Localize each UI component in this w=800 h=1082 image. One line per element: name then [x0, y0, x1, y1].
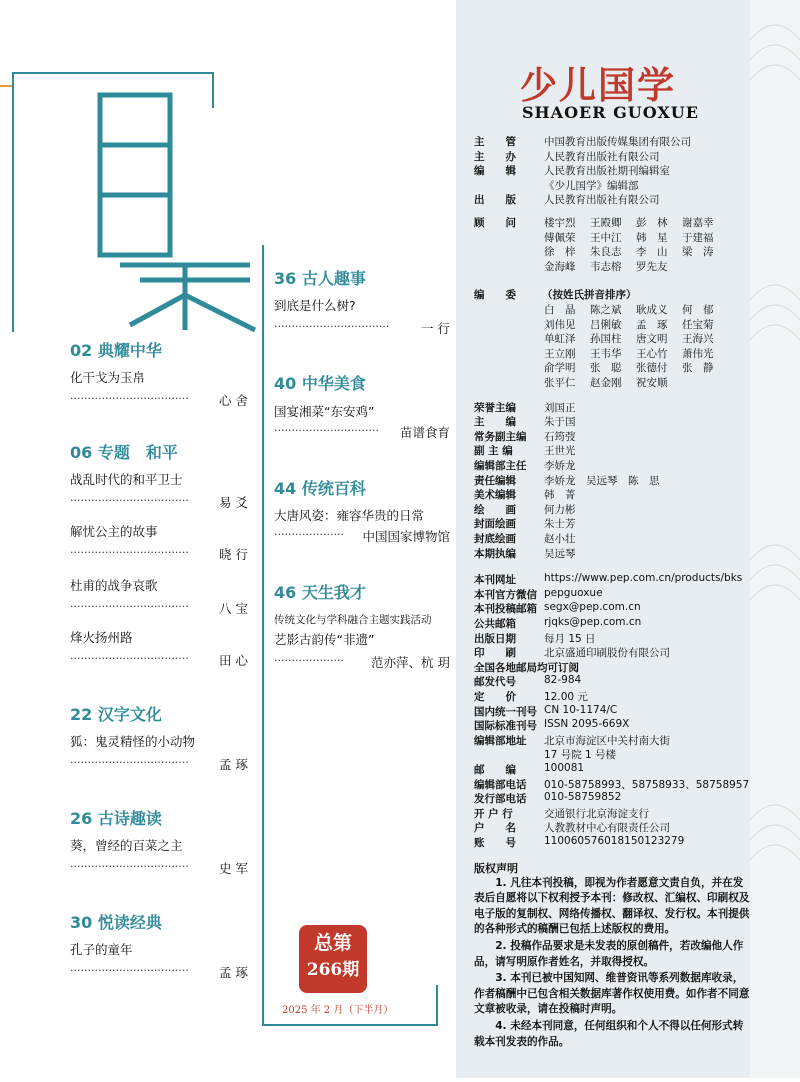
committee-name: 萧伟光 [682, 347, 714, 360]
staff-label: 副 主 编 [474, 445, 513, 458]
advisor-name: 韦志榕 [590, 260, 622, 273]
staff-value: 朱士芳 [544, 518, 576, 531]
committee-name: 单虹泽 [544, 333, 576, 346]
committee-name: 王心竹 [636, 347, 668, 360]
info-label: 本刊官方微信 [474, 588, 537, 601]
leader-dots: ···················· [274, 528, 344, 541]
staff-value: 何力彬 [544, 503, 576, 516]
article-title[interactable]: 战乱时代的和平卫士 [70, 472, 183, 487]
info-label: 定 价 [474, 691, 516, 703]
advisor-name: 傅佩荣 [544, 231, 576, 244]
committee-name: 孙国柱 [590, 333, 622, 346]
frame-line-center [262, 245, 264, 1025]
article-author: 苗谱食育 [399, 425, 450, 440]
advisor-name: 李 山 [636, 246, 668, 259]
section-30[interactable]: 30 悦读经典 [70, 913, 162, 932]
article-title[interactable]: 孔子的童年 [70, 942, 133, 957]
section-46[interactable]: 46 天生我才 [274, 583, 366, 602]
info-label: 发行部电话 [474, 793, 527, 806]
advisor-name: 金海峰 [544, 260, 576, 273]
article-author: 心 舍 [219, 393, 248, 408]
committee-name: 张平仁 [544, 377, 576, 389]
staff-value: 王世光 [544, 445, 576, 458]
leader-dots: ·································· [70, 860, 189, 873]
info-label: 国际标准刊号 [474, 720, 537, 733]
committee-name: 张 聪 [590, 362, 622, 375]
section-06[interactable]: 06 专题 和平 [70, 443, 178, 462]
committee-name: 吕俐敏 [590, 318, 622, 331]
committee-name: 白 晶 [544, 304, 576, 316]
committee-name: 张 静 [682, 362, 714, 375]
issue-badge [299, 925, 367, 993]
leader-dots: ·································· [70, 756, 189, 769]
advisor-name: 韩 星 [636, 231, 668, 244]
info-value: 010-58758993、58758933、58758957 [544, 778, 750, 791]
info-label: 全国各地邮局均可订阅 [474, 661, 579, 674]
info-value: 北京市海淀区中关村南大街 [544, 734, 670, 747]
committee-name: 张德付 [636, 362, 668, 375]
committee-name: 刘伟见 [544, 318, 576, 331]
staff-value: 赵小壮 [544, 533, 576, 545]
section-36[interactable]: 36 古人趣事 [274, 269, 366, 288]
article-title[interactable]: 解忧公主的故事 [70, 524, 158, 539]
article-author: 八 宝 [219, 601, 248, 616]
advisor-name: 彭 林 [636, 217, 668, 229]
credit-label: 主 管 [474, 136, 516, 148]
committee-name: 任宝菊 [682, 318, 714, 331]
article-author: 孟 琢 [219, 965, 248, 980]
info-label: 邮 编 [474, 764, 516, 776]
article-title[interactable]: 杜甫的战争哀歌 [70, 578, 158, 593]
staff-label: 荣誉主编 [474, 401, 516, 414]
staff-value: 刘国正 [544, 401, 576, 414]
copyright-paragraph: 4. 未经本刊同意，任何组织和个人不得以任何形式转载本刊发表的作品。 [474, 1019, 744, 1048]
leader-dots: ·································· [70, 546, 189, 559]
info-label: 账 号 [474, 837, 516, 849]
info-label: 编辑部地址 [474, 734, 527, 747]
staff-value: 韩 菁 [544, 489, 576, 502]
committee-name: 王海兴 [682, 333, 714, 346]
section-40[interactable]: 40 中华美食 [274, 374, 366, 393]
info-value: ISSN 2095-669X [544, 718, 630, 731]
section-44[interactable]: 44 传统百科 [274, 479, 366, 498]
info-value: 17 号院 1 号楼 [544, 749, 617, 762]
committee-name: 俞学明 [544, 362, 576, 375]
info-label: 户 名 [474, 822, 516, 835]
article-title[interactable]: 葵，曾经的百菜之主 [70, 838, 183, 853]
info-label: 开 户 行 [474, 807, 513, 820]
article-author: 田 心 [219, 653, 248, 668]
article-author: 史 军 [219, 861, 248, 876]
toc-heading-graphic [60, 85, 270, 335]
article-title[interactable]: 化干戈为玉帛 [70, 370, 146, 385]
article-title[interactable]: 国宴湘菜“东安鸡” [274, 404, 375, 419]
committee-name: 王韦华 [590, 347, 622, 360]
staff-label: 常务副主编 [474, 430, 527, 443]
committee-name: 唐文明 [636, 333, 668, 346]
staff-label: 本期执编 [474, 547, 516, 560]
credit-value: 《少儿国学》编辑部 [544, 179, 639, 192]
committee-name: 赵金刚 [590, 377, 622, 389]
info-value: https://www.pep.com.cn/products/bks [544, 572, 743, 585]
leader-dots: ······························ [274, 424, 379, 437]
advisor-name: 王中江 [590, 231, 622, 244]
wave-pattern-icon [750, 0, 800, 1078]
section-26[interactable]: 26 古诗趣读 [70, 809, 162, 828]
info-value: rjqks@pep.com.cn [544, 616, 642, 628]
staff-label: 封底绘画 [474, 533, 516, 545]
staff-label: 美术编辑 [474, 489, 516, 502]
committee-note: （按姓氏拼音排序） [542, 289, 637, 302]
credit-label: 出 版 [474, 194, 516, 207]
article-title[interactable]: 大唐风姿：雍容华贵的日常 [274, 508, 425, 523]
info-value: 82-984 [544, 674, 582, 687]
committee-name: 耿成义 [636, 304, 668, 316]
article-author: 中国国家博物馆 [362, 529, 450, 544]
credit-value: 人民教育出版社有限公司 [544, 194, 660, 207]
advisor-name: 徐 梓 [544, 246, 576, 259]
staff-value: 吴远琴 [544, 547, 576, 560]
section-subtitle: 传统文化与学科融合主题实践活动 [274, 614, 432, 626]
advisors-label: 顾 问 [474, 217, 516, 229]
magazine-logo-english: SHAOER GUOXUE [522, 103, 699, 122]
staff-label: 主 编 [474, 416, 516, 429]
staff-value: 李娇龙 [544, 460, 576, 472]
leader-dots: ···················· [274, 654, 344, 667]
staff-value: 朱于国 [544, 416, 576, 429]
orange-tick [0, 85, 12, 87]
copyright-paragraph: 3. 本刊已被中国知网、维普资讯等系列数据库收录，作者稿酬中已包含相关数据库著作权使用费。如作者不同意文章被收录，请在投稿时声明。 [474, 972, 750, 1016]
article-title[interactable]: 狐：鬼灵精怪的小动物 [70, 734, 196, 749]
info-value: 交通银行北京海淀支行 [544, 807, 649, 820]
advisor-name: 朱良志 [590, 246, 622, 259]
credit-value: 人民教育出版社有限公司 [544, 150, 660, 163]
frame-line-left [12, 72, 14, 332]
decorative-edge [750, 0, 800, 1078]
committee-name: 孟 琢 [636, 318, 668, 331]
article-author: 范亦萍、杭 玥 [371, 655, 450, 670]
leader-dots: ·································· [70, 964, 189, 977]
credit-value: 人民教育出版社期刊编辑室 [544, 165, 670, 178]
issue-number: 266期 [306, 960, 360, 980]
leader-dots: ·································· [70, 392, 189, 405]
leader-dots: ································· [274, 320, 390, 333]
article-title[interactable]: 烽火扬州路 [70, 630, 133, 645]
info-label: 国内统一刊号 [474, 705, 537, 718]
committee-name: 何 郁 [682, 304, 714, 316]
article-title[interactable]: 到底是什么树? [274, 298, 356, 313]
issue-total-label: 总第 [313, 932, 352, 954]
credit-value: 中国教育出版传媒集团有限公司 [544, 136, 691, 148]
info-value: CN 10-1174/C [544, 703, 618, 716]
advisor-name: 梁 涛 [682, 246, 714, 259]
info-value: 010-58759852 [544, 791, 622, 804]
committee-name: 祝安顺 [636, 377, 668, 389]
info-value: 110060576018150123279 [544, 835, 685, 847]
article-author: 易 爻 [219, 495, 248, 510]
section-02[interactable]: 02 典耀中华 [70, 341, 162, 360]
article-author: 晓 行 [219, 547, 248, 562]
info-value: 100081 [544, 762, 585, 774]
credit-label: 主 办 [474, 150, 516, 163]
article-author: 一 行 [421, 321, 450, 336]
info-value: 人教教材中心有限责任公司 [544, 822, 670, 835]
advisor-name: 王殿卿 [590, 217, 622, 229]
advisor-name: 楼宇烈 [544, 217, 576, 229]
info-value: pepguoxue [544, 586, 603, 599]
staff-label: 责任编辑 [474, 474, 516, 487]
staff-value: 李娇龙 吴远琴 陈 思 [544, 474, 660, 487]
issue-date: 2025 年 2 月（下半月） [282, 1005, 394, 1016]
credit-label: 编 辑 [474, 165, 516, 178]
leader-dots: ·································· [70, 652, 189, 665]
magazine-logo: 少儿国学 [520, 63, 676, 107]
advisor-name: 于建福 [682, 231, 714, 244]
frame-line-bottom [262, 1024, 438, 1026]
article-title[interactable]: 艺影古韵传“非遗” [274, 632, 375, 647]
staff-label: 封面绘画 [474, 518, 516, 531]
info-label: 邮发代号 [474, 676, 516, 689]
info-label: 本刊投稿邮箱 [474, 603, 537, 616]
leader-dots: ·································· [70, 600, 189, 613]
info-value: 12.00 元 [544, 691, 588, 703]
article-author: 孟 琢 [219, 757, 248, 772]
leader-dots: ·································· [70, 494, 189, 507]
committee-name: 王立刚 [544, 347, 576, 360]
staff-value: 石筠弢 [544, 430, 576, 443]
staff-label: 绘 画 [474, 503, 516, 516]
info-value: 北京盛通印刷股份有限公司 [544, 647, 670, 660]
info-label: 公共邮箱 [474, 618, 516, 630]
info-label: 本刊网址 [474, 574, 516, 587]
advisor-name: 罗先友 [636, 260, 668, 273]
staff-label: 编辑部主任 [474, 460, 527, 472]
section-22[interactable]: 22 汉字文化 [70, 705, 162, 724]
copyright-paragraph: 1. 凡往本刊投稿，即视为作者愿意文责自负，并在发表后自愿将以下权利授予本刊：修改权、汇编权、印刷权及电子版的复制权、网络传播权、翻译权、发行权。本刊提供的各种形式的稿酬已包括上述版权的费用。 [474, 876, 750, 936]
info-label: 出版日期 [474, 632, 516, 645]
copyright-paragraph: 2. 投稿作品要求是未发表的原创稿件，若改编他人作品，请写明原作者姓名，并取得授权。 [474, 939, 744, 968]
frame-line-top [12, 72, 214, 74]
info-value: segx@pep.com.cn [544, 601, 641, 614]
info-value: 每月 15 日 [544, 632, 596, 645]
committee-label: 编 委 [474, 289, 516, 302]
info-label: 印 刷 [474, 647, 516, 660]
advisor-name: 谢嘉幸 [682, 217, 714, 229]
committee-name: 陈之斌 [590, 304, 622, 316]
copyright-title: 版权声明 [474, 861, 518, 875]
frame-line-bottom-right [436, 985, 438, 1026]
info-label: 编辑部电话 [474, 778, 527, 791]
